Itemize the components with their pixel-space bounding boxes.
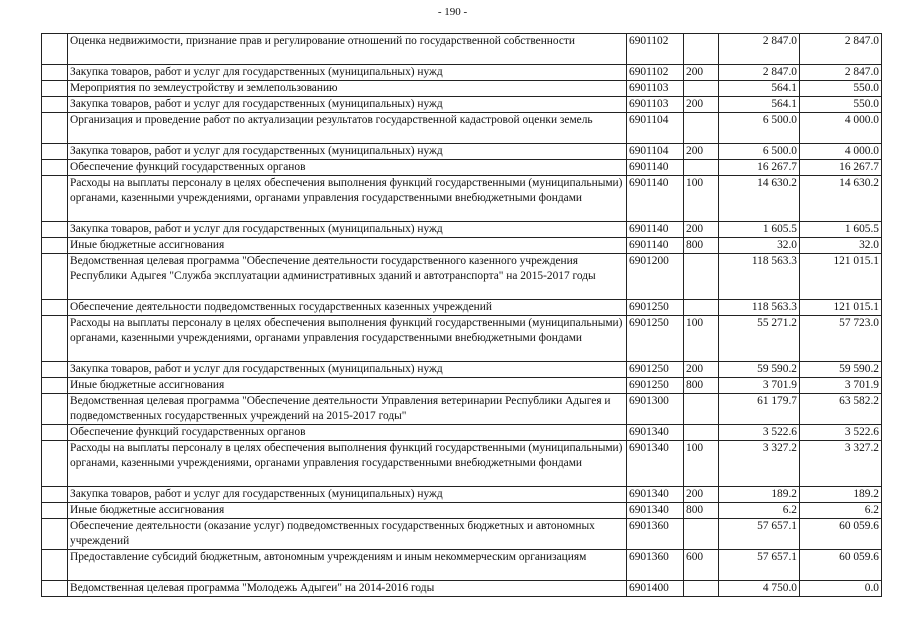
row-code-cell: 6901140 — [627, 176, 684, 222]
row-amount-2016-cell: 6 500.0 — [719, 144, 800, 160]
row-amount-2017-cell: 3 327.2 — [800, 441, 882, 487]
row-expense-type-cell — [684, 581, 719, 597]
row-amount-2016-cell: 14 630.2 — [719, 176, 800, 222]
row-blank-cell — [42, 254, 68, 300]
row-blank-cell — [42, 81, 68, 97]
row-expense-type-cell — [684, 300, 719, 316]
row-amount-2017-cell: 550.0 — [800, 97, 882, 113]
table-row — [42, 160, 882, 176]
row-blank-cell — [42, 487, 68, 503]
row-amount-2016-cell: 3 701.9 — [719, 378, 800, 394]
table-row — [42, 378, 882, 394]
row-expense-type-cell: 100 — [684, 176, 719, 222]
row-blank-cell — [42, 503, 68, 519]
table-row — [42, 81, 882, 97]
row-expense-type-cell: 800 — [684, 503, 719, 519]
row-expense-type-cell: 100 — [684, 441, 719, 487]
table-row — [42, 65, 882, 81]
row-blank-cell — [42, 160, 68, 176]
row-code-cell: 6901300 — [627, 394, 684, 425]
row-name-cell: Оценка недвижимости, признание прав и регулирование отношений по государственной собственности — [68, 34, 627, 65]
table-row — [42, 34, 882, 65]
row-expense-type-cell: 200 — [684, 97, 719, 113]
row-amount-2017-cell: 189.2 — [800, 487, 882, 503]
row-amount-2016-cell: 189.2 — [719, 487, 800, 503]
row-amount-2016-cell: 55 271.2 — [719, 316, 800, 362]
row-blank-cell — [42, 144, 68, 160]
row-amount-2017-cell: 4 000.0 — [800, 144, 882, 160]
row-amount-2017-cell: 2 847.0 — [800, 65, 882, 81]
table-row — [42, 519, 882, 550]
row-expense-type-cell: 200 — [684, 362, 719, 378]
row-amount-2016-cell: 3 522.6 — [719, 425, 800, 441]
row-blank-cell — [42, 34, 68, 65]
table-row — [42, 425, 882, 441]
row-amount-2017-cell: 121 015.1 — [800, 254, 882, 300]
row-expense-type-cell — [684, 81, 719, 97]
row-expense-type-cell: 600 — [684, 550, 719, 581]
row-name-cell: Расходы на выплаты персоналу в целях обеспечения выполнения функций государственными (муниципальными) органами, казенными учреждениями, органами управления государственными внебюджетными фондами — [68, 176, 627, 222]
row-code-cell: 6901103 — [627, 97, 684, 113]
row-name-cell: Закупка товаров, работ и услуг для государственных (муниципальных) нужд — [68, 65, 627, 81]
row-name-cell: Иные бюджетные ассигнования — [68, 238, 627, 254]
table-row — [42, 113, 882, 144]
row-expense-type-cell: 200 — [684, 487, 719, 503]
row-name-cell: Иные бюджетные ассигнования — [68, 378, 627, 394]
row-amount-2017-cell: 0.0 — [800, 581, 882, 597]
row-name-cell: Ведомственная целевая программа "Обеспечение деятельности государственного казенного учреждения Республики Адыгея "Служба эксплуатации административных зданий и автотранспорта" на 2015-2017 годы — [68, 254, 627, 300]
row-code-cell: 6901103 — [627, 81, 684, 97]
row-code-cell: 6901360 — [627, 550, 684, 581]
row-amount-2017-cell: 550.0 — [800, 81, 882, 97]
row-amount-2016-cell: 118 563.3 — [719, 254, 800, 300]
row-amount-2016-cell: 61 179.7 — [719, 394, 800, 425]
row-name-cell: Иные бюджетные ассигнования — [68, 503, 627, 519]
row-code-cell: 6901104 — [627, 144, 684, 160]
row-blank-cell — [42, 316, 68, 362]
row-code-cell: 6901104 — [627, 113, 684, 144]
row-code-cell: 6901340 — [627, 503, 684, 519]
row-name-cell: Обеспечение функций государственных органов — [68, 425, 627, 441]
row-blank-cell — [42, 394, 68, 425]
row-name-cell: Расходы на выплаты персоналу в целях обеспечения выполнения функций государственными (муниципальными) органами, казенными учреждениями, органами управления государственными внебюджетными фондами — [68, 316, 627, 362]
row-name-cell: Обеспечение функций государственных органов — [68, 160, 627, 176]
row-amount-2016-cell: 118 563.3 — [719, 300, 800, 316]
row-expense-type-cell — [684, 254, 719, 300]
row-name-cell: Обеспечение деятельности (оказание услуг) подведомственных государственных бюджетных и автономных учреждений — [68, 519, 627, 550]
row-blank-cell — [42, 378, 68, 394]
row-expense-type-cell — [684, 425, 719, 441]
table-row — [42, 362, 882, 378]
row-name-cell: Закупка товаров, работ и услуг для государственных (муниципальных) нужд — [68, 222, 627, 238]
row-expense-type-cell: 800 — [684, 378, 719, 394]
row-expense-type-cell — [684, 113, 719, 144]
row-code-cell: 6901250 — [627, 300, 684, 316]
row-expense-type-cell — [684, 519, 719, 550]
row-blank-cell — [42, 238, 68, 254]
row-code-cell: 6901340 — [627, 487, 684, 503]
budget-table-body — [42, 34, 882, 597]
row-amount-2016-cell: 57 657.1 — [719, 519, 800, 550]
row-amount-2016-cell: 57 657.1 — [719, 550, 800, 581]
row-amount-2016-cell: 1 605.5 — [719, 222, 800, 238]
row-expense-type-cell: 800 — [684, 238, 719, 254]
row-blank-cell — [42, 425, 68, 441]
row-amount-2016-cell: 564.1 — [719, 97, 800, 113]
table-row — [42, 581, 882, 597]
row-amount-2016-cell: 3 327.2 — [719, 441, 800, 487]
row-code-cell: 6901250 — [627, 378, 684, 394]
table-row — [42, 503, 882, 519]
row-amount-2017-cell: 3 701.9 — [800, 378, 882, 394]
row-name-cell: Закупка товаров, работ и услуг для государственных (муниципальных) нужд — [68, 97, 627, 113]
row-name-cell: Организация и проведение работ по актуализации результатов государственной кадастровой оценки земель — [68, 113, 627, 144]
row-name-cell: Ведомственная целевая программа "Молодежь Адыгеи" на 2014-2016 годы — [68, 581, 627, 597]
row-code-cell: 6901140 — [627, 222, 684, 238]
row-expense-type-cell — [684, 34, 719, 65]
table-row — [42, 254, 882, 300]
row-name-cell: Расходы на выплаты персоналу в целях обеспечения выполнения функций государственными (муниципальными) органами, казенными учреждениями, органами управления государственными внебюджетными фондами — [68, 441, 627, 487]
row-code-cell: 6901102 — [627, 34, 684, 65]
table-row — [42, 550, 882, 581]
row-expense-type-cell — [684, 394, 719, 425]
page-number: - 190 - — [437, 6, 468, 18]
row-name-cell: Мероприятия по землеустройству и землепользованию — [68, 81, 627, 97]
row-blank-cell — [42, 97, 68, 113]
row-amount-2016-cell: 2 847.0 — [719, 34, 800, 65]
row-blank-cell — [42, 113, 68, 144]
row-name-cell: Закупка товаров, работ и услуг для государственных (муниципальных) нужд — [68, 487, 627, 503]
row-code-cell: 6901340 — [627, 441, 684, 487]
row-amount-2016-cell: 4 750.0 — [719, 581, 800, 597]
row-amount-2016-cell: 2 847.0 — [719, 65, 800, 81]
row-code-cell: 6901102 — [627, 65, 684, 81]
row-amount-2017-cell: 4 000.0 — [800, 113, 882, 144]
row-blank-cell — [42, 222, 68, 238]
row-amount-2016-cell: 564.1 — [719, 81, 800, 97]
row-code-cell: 6901400 — [627, 581, 684, 597]
row-blank-cell — [42, 581, 68, 597]
row-blank-cell — [42, 441, 68, 487]
row-blank-cell — [42, 362, 68, 378]
row-amount-2017-cell: 14 630.2 — [800, 176, 882, 222]
row-amount-2017-cell: 60 059.6 — [800, 519, 882, 550]
row-amount-2016-cell: 16 267.7 — [719, 160, 800, 176]
table-row — [42, 176, 882, 222]
row-amount-2016-cell: 6.2 — [719, 503, 800, 519]
row-amount-2017-cell: 59 590.2 — [800, 362, 882, 378]
row-amount-2017-cell: 1 605.5 — [800, 222, 882, 238]
table-row — [42, 222, 882, 238]
row-amount-2017-cell: 3 522.6 — [800, 425, 882, 441]
row-code-cell: 6901140 — [627, 160, 684, 176]
budget-table — [41, 33, 882, 597]
row-code-cell: 6901250 — [627, 362, 684, 378]
table-row — [42, 316, 882, 362]
row-amount-2017-cell: 2 847.0 — [800, 34, 882, 65]
row-code-cell: 6901140 — [627, 238, 684, 254]
table-row — [42, 487, 882, 503]
row-blank-cell — [42, 176, 68, 222]
row-amount-2016-cell: 6 500.0 — [719, 113, 800, 144]
row-amount-2017-cell: 6.2 — [800, 503, 882, 519]
row-amount-2017-cell: 60 059.6 — [800, 550, 882, 581]
row-expense-type-cell — [684, 160, 719, 176]
table-row — [42, 300, 882, 316]
row-blank-cell — [42, 65, 68, 81]
table-row — [42, 97, 882, 113]
table-row — [42, 441, 882, 487]
table-row — [42, 144, 882, 160]
row-code-cell: 6901250 — [627, 316, 684, 362]
row-blank-cell — [42, 550, 68, 581]
row-expense-type-cell: 200 — [684, 144, 719, 160]
row-name-cell: Обеспечение деятельности подведомственных государственных казенных учреждений — [68, 300, 627, 316]
row-amount-2016-cell: 59 590.2 — [719, 362, 800, 378]
row-blank-cell — [42, 300, 68, 316]
row-amount-2017-cell: 16 267.7 — [800, 160, 882, 176]
row-code-cell: 6901360 — [627, 519, 684, 550]
row-name-cell: Закупка товаров, работ и услуг для государственных (муниципальных) нужд — [68, 144, 627, 160]
row-amount-2016-cell: 32.0 — [719, 238, 800, 254]
row-amount-2017-cell: 32.0 — [800, 238, 882, 254]
row-amount-2017-cell: 121 015.1 — [800, 300, 882, 316]
row-name-cell: Ведомственная целевая программа "Обеспечение деятельности Управления ветеринарии Республики Адыгея и подведомственных государственных учреждений на 2015-2017 годы" — [68, 394, 627, 425]
row-name-cell: Предоставление субсидий бюджетным, автономным учреждениям и иным некоммерческим организациям — [68, 550, 627, 581]
table-row — [42, 238, 882, 254]
row-expense-type-cell: 100 — [684, 316, 719, 362]
table-row — [42, 394, 882, 425]
row-code-cell: 6901200 — [627, 254, 684, 300]
row-blank-cell — [42, 519, 68, 550]
row-expense-type-cell: 200 — [684, 222, 719, 238]
row-amount-2017-cell: 57 723.0 — [800, 316, 882, 362]
row-amount-2017-cell: 63 582.2 — [800, 394, 882, 425]
row-expense-type-cell: 200 — [684, 65, 719, 81]
row-code-cell: 6901340 — [627, 425, 684, 441]
row-name-cell: Закупка товаров, работ и услуг для государственных (муниципальных) нужд — [68, 362, 627, 378]
